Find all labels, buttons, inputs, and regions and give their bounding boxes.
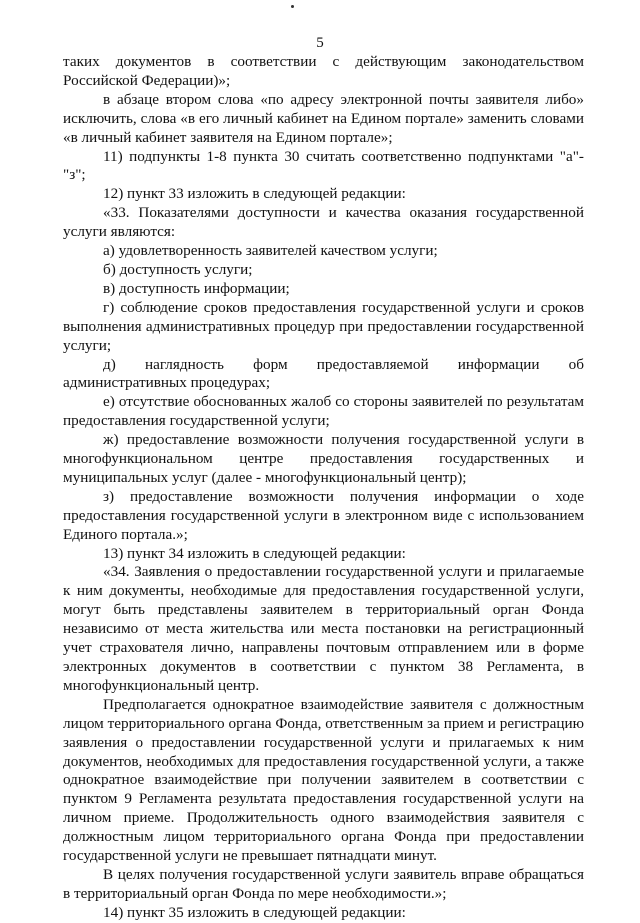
list-item-g: г) соблюдение сроков предоставления государственной услуги и сроков выполнения административных процедур при предоставлении государственной услуги; <box>63 298 584 354</box>
paragraph-interaction: Предполагается однократное взаимодействие заявителя с должностным лицом территориального органа Фонда, ответственным за прием и регистрацию заявления о предоставлении государственной услуги и прилагаемых к ним документов, необходимых для предоставления государственной услуги, а также однократное взаимодействие при получении заявителем в соответствии с пунктом 9 Регламента результата предоставления государственной услуги на личном приеме. Продолжительность одного взаимодействия заявителя с должностным лицом территориального органа Фонда при предоставлении государственной услуги не превышает пятнадцати минут. <box>63 695 584 865</box>
paragraph-point-33: «33. Показателями доступности и качества оказания государственной услуги являются: <box>63 204 584 241</box>
list-item-z: з) предоставление возможности получения информации о ходе предоставления государственной услуги в электронном виде с использованием Единого портала.»; <box>63 487 584 543</box>
paragraph-item-13: 13) пункт 34 изложить в следующей редакции: <box>103 544 406 562</box>
list-item-v: в) доступность информации; <box>103 279 290 297</box>
list-item-a: а) удовлетворенность заявителей качеством услуги; <box>103 242 438 260</box>
paragraph-item-11: 11) подпункты 1-8 пункта 30 считать соответственно подпунктами "а"- "з"; <box>63 147 584 184</box>
list-item-zh: ж) предоставление возможности получения государственной услуги в многофункциональном центре предоставления государственных и муниципальных услуг (далее - многофункциональный центр); <box>63 431 584 486</box>
list-item-d: д) наглядность форм предоставляемой информации об административных процедурах; <box>63 355 584 392</box>
paragraph-item-14: 14) пункт 35 изложить в следующей редакции: <box>103 903 406 921</box>
paragraph-item-12: 12) пункт 33 изложить в следующей редакции: <box>103 185 406 203</box>
page-number: 5 <box>316 35 324 51</box>
scan-dot-mark <box>291 5 294 8</box>
paragraph-continuation: таких документов в соответствии с действующим законодательством Российской Федерации)»; <box>63 53 584 89</box>
paragraph-appeal: В целях получения государственной услуги заявитель вправе обращаться в территориальный орган Фонда по мере необходимости.»; <box>63 865 584 902</box>
paragraph: в абзаце втором слова «по адресу электронной почты заявителя либо» исключить, слова «в его личный кабинет на Едином портале» заменить словами «в личный кабинет заявителя на Едином портале»; <box>63 90 584 146</box>
list-item-b: б) доступность услуги; <box>103 260 253 278</box>
document-body <box>63 53 584 923</box>
list-item-e: е) отсутствие обоснованных жалоб со стороны заявителей по результатам предоставления государственной услуги; <box>63 393 584 430</box>
paragraph-point-34: «34. Заявления о предоставлении государственной услуги и прилагаемые к ним документы, необходимые для предоставления государственной услуги, могут быть представлены заявителем в территориальный орган Фонда независимо от места жительства или места постановки на регистрационный учет страхователя лично, направлены почтовым отправлением или в форме электронных документов в соответствии с пунктом 38 Регламента, в многофункциональный центр. <box>63 563 584 694</box>
